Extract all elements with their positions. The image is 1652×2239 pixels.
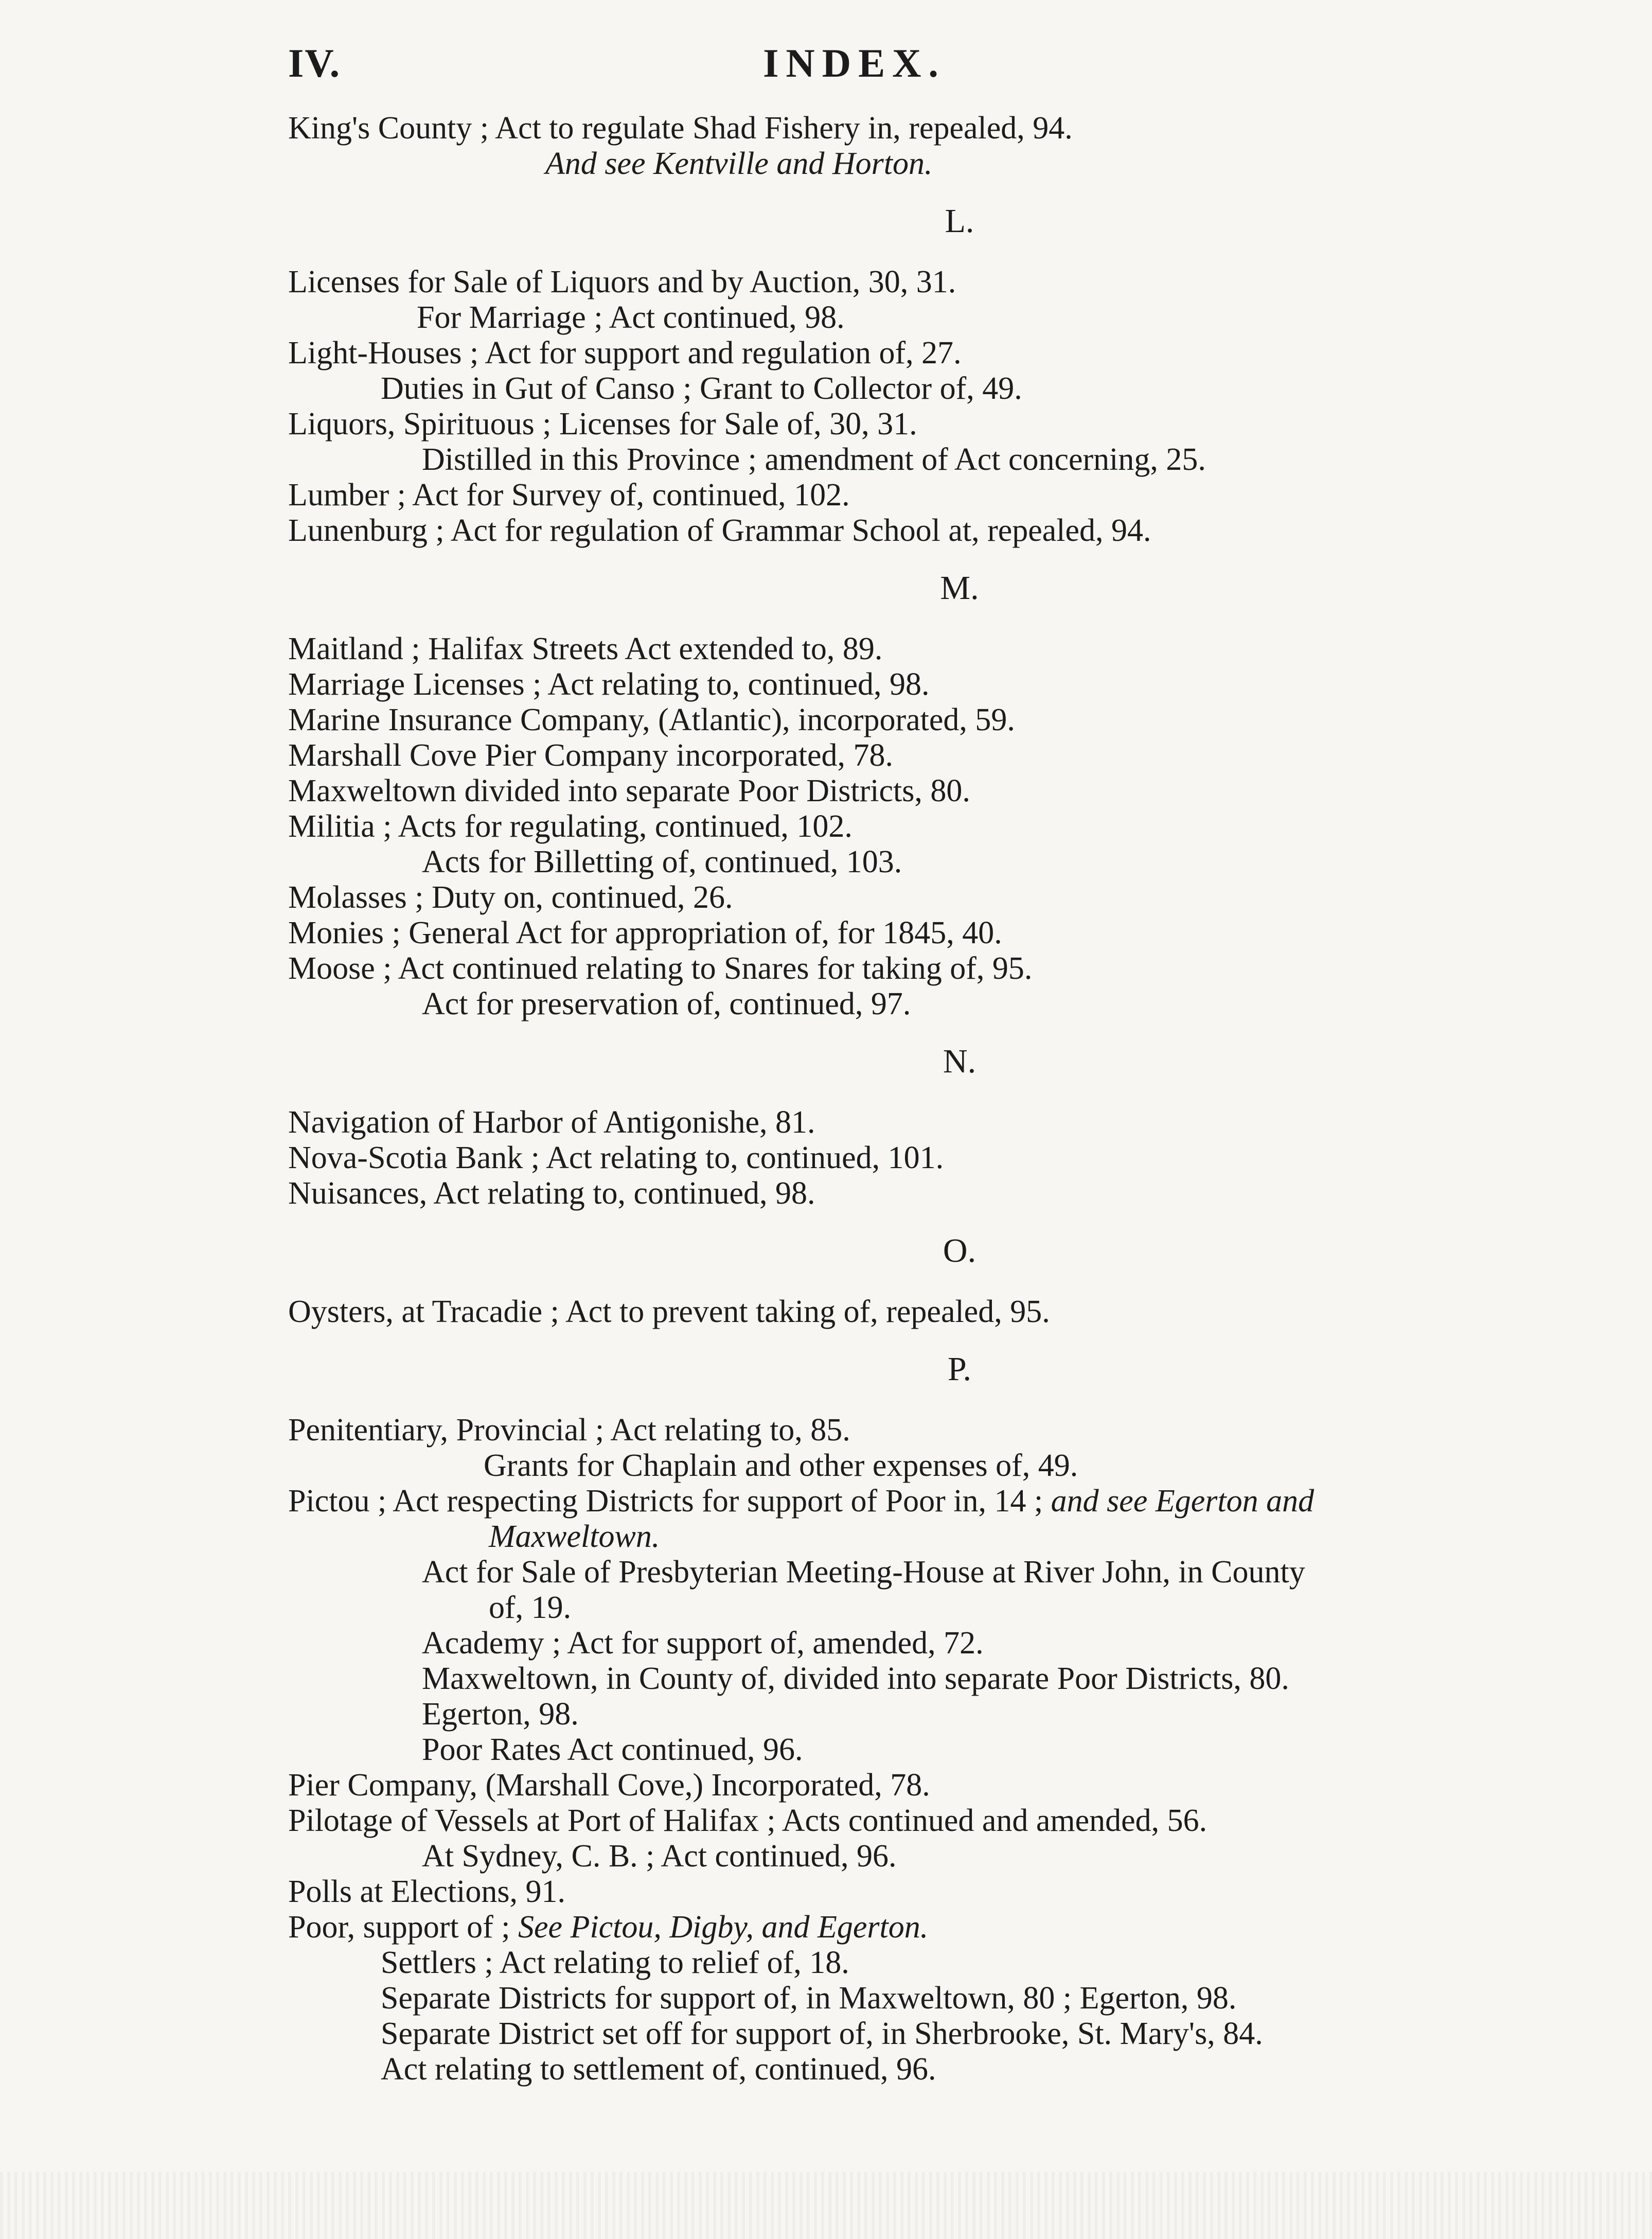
- cross-reference: and see Egerton and: [1051, 1484, 1315, 1519]
- index-subentry: Settlers ; Act relating to relief of, 18.: [381, 1945, 849, 1980]
- entry-text: Pictou ; Act respecting Districts for support of Poor in, 14 ;: [288, 1484, 1043, 1519]
- index-subentry: At Sydney, C. B. ; Act continued, 96.: [422, 1839, 897, 1874]
- entry-text: Poor, support of ;: [288, 1910, 510, 1945]
- index-body: [288, 111, 1513, 2087]
- section-letter-n: N.: [943, 1043, 976, 1080]
- index-subentry: Academy ; Act for support of, amended, 72.: [422, 1626, 984, 1661]
- index-entry: Marshall Cove Pier Company incorporated, 78.: [288, 738, 894, 773]
- page-number: IV.: [288, 41, 341, 85]
- index-entry: Lumber ; Act for Survey of, continued, 102.: [288, 478, 850, 513]
- index-entry: Penitentiary, Provincial ; Act relating to, 85.: [288, 1413, 850, 1448]
- index-entry: Marine Insurance Company, (Atlantic), incorporated, 59.: [288, 702, 1015, 737]
- index-entry: Licenses for Sale of Liquors and by Auction, 30, 31.: [288, 265, 956, 299]
- index-subentry: Acts for Billetting of, continued, 103.: [422, 844, 902, 879]
- index-entry: Polls at Elections, 91.: [288, 1874, 566, 1909]
- index-entry: Maxweltown divided into separate Poor Districts, 80.: [288, 773, 970, 808]
- index-entry: Molasses ; Duty on, continued, 26.: [288, 880, 733, 915]
- index-entry: Light-Houses ; Act for support and regulation of, 27.: [288, 336, 962, 371]
- index-entry: Liquors, Spirituous ; Licenses for Sale of, 30, 31.: [288, 407, 917, 442]
- running-title: INDEX.: [763, 41, 946, 85]
- index-entry: Nuisances, Act relating to, continued, 98.: [288, 1176, 815, 1211]
- index-entry: Moose ; Act continued relating to Snares for taking of, 95.: [288, 951, 1033, 986]
- index-subentry: Separate District set off for support of, in Sherbrooke, St. Mary's, 84.: [381, 2016, 1263, 2051]
- section-letter-m: M.: [940, 569, 979, 607]
- scan-edge-texture: [0, 2172, 1652, 2239]
- index-entry: Navigation of Harbor of Antigonishe, 81.: [288, 1105, 815, 1140]
- index-entry: Monies ; General Act for appropriation of, for 1845, 40.: [288, 915, 1002, 950]
- cross-reference: Maxweltown.: [489, 1519, 660, 1554]
- section-letter-p: P.: [948, 1350, 971, 1388]
- index-subentry: Act for preservation of, continued, 97.: [422, 986, 911, 1021]
- page-header: [0, 40, 1652, 97]
- index-entry: Lunenburg ; Act for regulation of Grammar School at, repealed, 94.: [288, 513, 1151, 548]
- index-entry: Pilotage of Vessels at Port of Halifax ; Acts continued and amended, 56.: [288, 1803, 1207, 1838]
- index-subentry: Separate Districts for support of, in Maxweltown, 80 ; Egerton, 98.: [381, 1981, 1237, 2016]
- index-subentry: For Marriage ; Act continued, 98.: [417, 300, 845, 335]
- index-subentry: Distilled in this Province ; amendment of Act concerning, 25.: [422, 442, 1206, 477]
- index-entry: King's County ; Act to regulate Shad Fishery in, repealed, 94.: [288, 111, 1073, 146]
- index-entry: Maitland ; Halifax Streets Act extended to, 89.: [288, 631, 883, 666]
- index-entry: Nova-Scotia Bank ; Act relating to, continued, 101.: [288, 1140, 944, 1175]
- index-subentry: Act relating to settlement of, continued, 96.: [381, 2052, 936, 2087]
- index-entry: Marriage Licenses ; Act relating to, continued, 98.: [288, 667, 930, 702]
- index-subentry: Duties in Gut of Canso ; Grant to Collector of, 49.: [381, 371, 1022, 406]
- index-subentry: Maxweltown, in County of, divided into separate Poor Districts, 80.: [422, 1661, 1289, 1696]
- index-entry: [288, 1910, 1513, 1945]
- index-entry: Militia ; Acts for regulating, continued, 102.: [288, 809, 852, 844]
- index-subentry: Egerton, 98.: [422, 1697, 579, 1732]
- index-subentry: Grants for Chaplain and other expenses of, 49.: [484, 1448, 1078, 1483]
- index-subentry: Poor Rates Act continued, 96.: [422, 1732, 803, 1767]
- cross-reference: See Pictou, Digby, and Egerton.: [518, 1910, 929, 1945]
- section-letter-l: L.: [945, 202, 974, 240]
- index-entry: Pier Company, (Marshall Cove,) Incorporated, 78.: [288, 1768, 930, 1803]
- section-letter-o: O.: [943, 1232, 976, 1270]
- cross-reference: And see Kentville and Horton.: [545, 146, 933, 181]
- index-entry: Oysters, at Tracadie ; Act to prevent taking of, repealed, 95.: [288, 1294, 1050, 1329]
- index-subentry: Act for Sale of Presbyterian Meeting-House at River John, in County: [422, 1555, 1305, 1590]
- index-entry: [288, 1484, 1513, 1519]
- index-subentry-continued: of, 19.: [489, 1590, 572, 1625]
